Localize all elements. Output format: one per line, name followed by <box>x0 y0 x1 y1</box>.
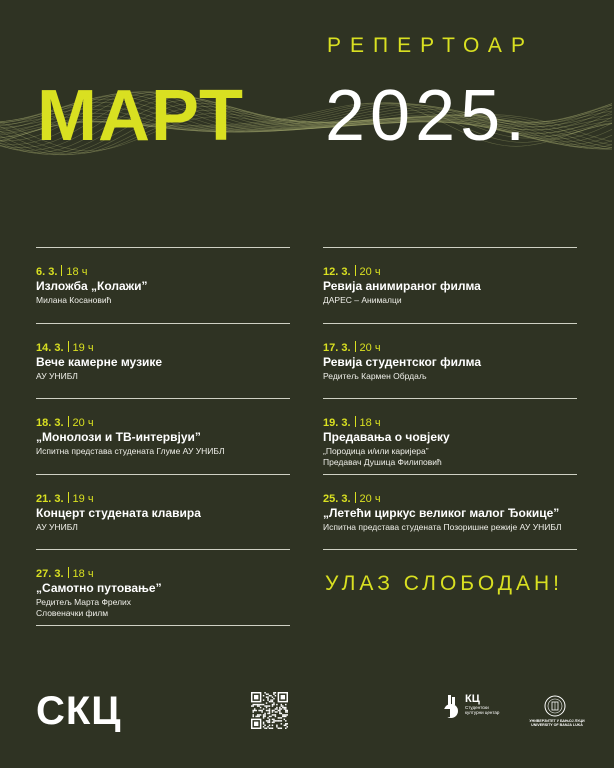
university-seal-icon <box>544 695 566 717</box>
event-title: „Летећи циркус великог малог Ђокице” <box>323 505 560 520</box>
date-time-separator <box>68 492 69 503</box>
event-item <box>36 323 290 398</box>
event-date: 17. 3. <box>323 341 351 354</box>
event-datetime <box>36 341 94 354</box>
event-detail: Словеначки филм <box>36 608 109 618</box>
kc-logo-title: КЦ <box>465 693 480 705</box>
date-time-separator <box>355 492 356 503</box>
month-title: МАРТ <box>37 76 245 156</box>
divider-line <box>36 247 290 248</box>
divider-line <box>323 247 577 248</box>
event-title: „Монолози и ТВ-интервјуи” <box>36 430 201 444</box>
date-time-separator <box>61 265 62 276</box>
divider-line <box>323 323 577 324</box>
divider-line <box>36 549 290 550</box>
event-datetime <box>323 265 381 278</box>
event-detail: Милана Косановић <box>36 295 112 305</box>
university-name-en: UNIVERSITY OF BANJA LUKA <box>531 723 583 727</box>
event-datetime <box>36 265 87 278</box>
event-title: Ревија студентског филма <box>323 354 482 369</box>
event-time: 18 ч <box>359 417 381 429</box>
event-datetime <box>36 416 94 429</box>
university-logo <box>527 695 587 735</box>
kc-logo-subtitle: Студентски културни центар <box>465 705 500 715</box>
year-title: 2025. <box>325 76 531 156</box>
event-date: 14. 3. <box>36 341 64 354</box>
event-item <box>323 323 577 398</box>
event-date: 27. 3. <box>36 568 64 580</box>
event-item <box>36 474 290 549</box>
event-detail: Испитна представа студената Глуме АУ УНИБЛ <box>36 446 225 456</box>
date-time-separator <box>68 341 69 352</box>
university-name-sr: УНИВЕРЗИТЕТ У БАЊОЈ ЛУЦИ <box>529 719 585 723</box>
event-item <box>36 398 290 473</box>
university-name <box>527 719 587 727</box>
divider-line <box>36 474 290 475</box>
event-time: 19 ч <box>72 492 94 505</box>
date-time-separator <box>355 265 356 276</box>
qr-code-icon <box>251 692 288 729</box>
event-time: 20 ч <box>72 417 94 429</box>
event-title: Предавања о човјеку <box>323 430 450 444</box>
event-title: Концерт студената клавира <box>36 505 201 520</box>
event-detail: АУ УНИБЛ <box>36 370 78 381</box>
skc-logo: СКЦ <box>36 689 122 733</box>
date-time-separator <box>68 567 69 578</box>
divider-line <box>323 398 577 399</box>
event-title: Изложба „Колажи” <box>36 279 148 293</box>
event-time: 20 ч <box>359 492 381 505</box>
event-item <box>323 474 577 549</box>
event-datetime <box>323 341 381 354</box>
event-date: 19. 3. <box>323 417 351 429</box>
event-title: „Самотно путовање” <box>36 581 162 595</box>
free-entry-notice: УЛАЗ СЛОБОДАН! <box>325 572 563 595</box>
divider-line <box>36 398 290 399</box>
divider-line <box>36 625 290 626</box>
event-time: 18 ч <box>66 266 88 278</box>
events-column-left <box>36 247 290 627</box>
event-title: Вече камерне музике <box>36 354 163 369</box>
event-time: 20 ч <box>359 266 381 278</box>
event-title: Ревија анимираног филма <box>323 279 481 293</box>
event-date: 21. 3. <box>36 492 64 505</box>
divider-line <box>323 474 577 475</box>
event-item <box>36 247 290 322</box>
event-datetime <box>323 416 381 429</box>
event-item <box>36 549 290 624</box>
event-time: 19 ч <box>72 341 94 354</box>
event-date: 12. 3. <box>323 266 351 278</box>
divider-line <box>323 549 577 550</box>
event-item <box>323 247 577 322</box>
event-detail: ДАРЕС – Анималци <box>323 295 402 305</box>
event-detail: АУ УНИБЛ <box>36 521 78 532</box>
event-detail: Испитна представа студената Позоришне режије АУ УНИБЛ <box>323 521 562 532</box>
event-date: 25. 3. <box>323 492 351 505</box>
event-date: 6. 3. <box>36 266 58 278</box>
event-datetime <box>36 492 94 505</box>
event-detail: Предавач Душица Филиповић <box>323 457 442 467</box>
event-datetime <box>323 492 381 505</box>
event-detail: Редитељ Кармен Обрдаљ <box>323 370 427 381</box>
event-datetime <box>36 567 94 580</box>
event-detail: „Породица и/или каријера” <box>323 446 429 456</box>
date-time-separator <box>355 341 356 352</box>
event-item <box>323 398 577 473</box>
event-time: 18 ч <box>72 568 94 580</box>
date-time-separator <box>355 416 356 427</box>
date-time-separator <box>68 416 69 427</box>
event-date: 18. 3. <box>36 417 64 429</box>
event-time: 20 ч <box>359 341 381 354</box>
repertoar-heading: РЕПЕРТОАР <box>327 34 534 57</box>
events-column-right <box>323 247 577 627</box>
kc-logo-mark-icon <box>442 695 462 719</box>
divider-line <box>36 323 290 324</box>
event-detail: Редитељ Марта Фрелих <box>36 597 132 607</box>
